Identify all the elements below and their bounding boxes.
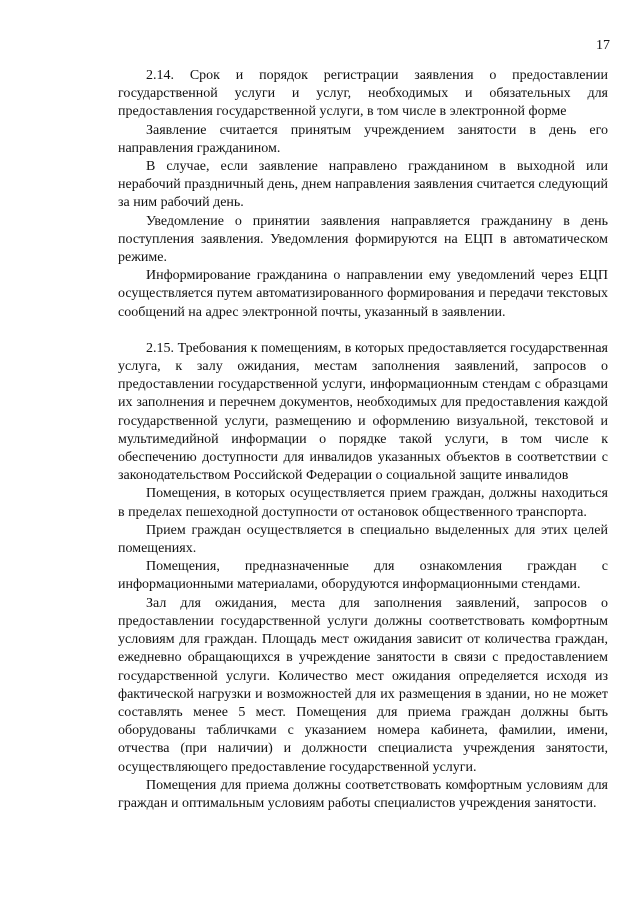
paragraph: Прием граждан осуществляется в специально выделенных для этих целей помещениях. <box>118 522 608 557</box>
paragraph: Помещения, в которых осуществляется прием граждан, должны находиться в пределах пешеходной доступности от остановок общественного транспорта. <box>118 486 608 520</box>
paragraph: В случае, если заявление направлено гражданином в выходной или нерабочий праздничный день, днем направления заявления считается следующий за ним рабочий день. <box>118 159 608 211</box>
section-2-15-heading: 2.15. Требования к помещениям, в которых предоставляется государственная услуга, к залу ожидания, местам заполнения заявлений, запросов о предоставлении государственной услуги, информационным стендам с образцами их заполнения и перечнем документов, необходимых для предоставления каждой государственной услуги, размещению и оформлению визуальной, текстовой и мультимедийной информации о порядке такой услуги, в том числе к обеспечению доступности для инвалидов указанных объектов в соответствии с законодательством Российской Федерации о социальной защите инвалидов <box>118 340 608 484</box>
paragraph: Помещения для приема должны соответствовать комфортным условиям для граждан и оптимальным условиям работы специалистов учреждения занятости. <box>118 777 608 811</box>
paragraph: Уведомление о принятии заявления направляется гражданину в день поступления заявления. Уведомления формируются на ЕЦП в автоматическом режиме. <box>118 213 608 266</box>
page-number: 17 <box>596 38 610 53</box>
paragraph: Информирование гражданина о направлении ему уведомлений через ЕЦП осуществляется путем автоматизированного формирования и передачи текстовых сообщений на адрес электронной почты, указанный в заявлении. <box>118 268 608 320</box>
paragraph: Заявление считается принятым учреждением занятости в день его направления гражданином. <box>118 122 608 156</box>
section-2-14-heading: 2.14. Срок и порядок регистрации заявления о предоставлении государственной услуги и услуг, необходимых и обязательных для предоставления государственной услуги, в том числе в электронной форме <box>118 68 608 120</box>
document-body <box>118 67 608 813</box>
paragraph: Зал для ожидания, места для заполнения заявлений, запросов о предоставлении государственной услуги должны соответствовать комфортным условиям для граждан. Площадь мест ожидания зависит от количества граждан, ежедневно обращающихся в учреждение занятости в связи с предоставлением государственной услуги. Количество мест ожидания определяется исходя из фактической нагрузки и возможностей для их размещения в здании, но не может составлять менее 5 мест. Помещения для приема граждан должны быть оборудованы табличками с указанием номера кабинета, фамилии, имени, отчества (при наличии) и должности специалиста учреждения занятости, осуществляющего предоставление государственной услуги. <box>118 595 608 775</box>
paragraph: Помещения, предназначенные для ознакомления граждан с информационными материалами, оборудуются информационными стендами. <box>118 559 608 593</box>
